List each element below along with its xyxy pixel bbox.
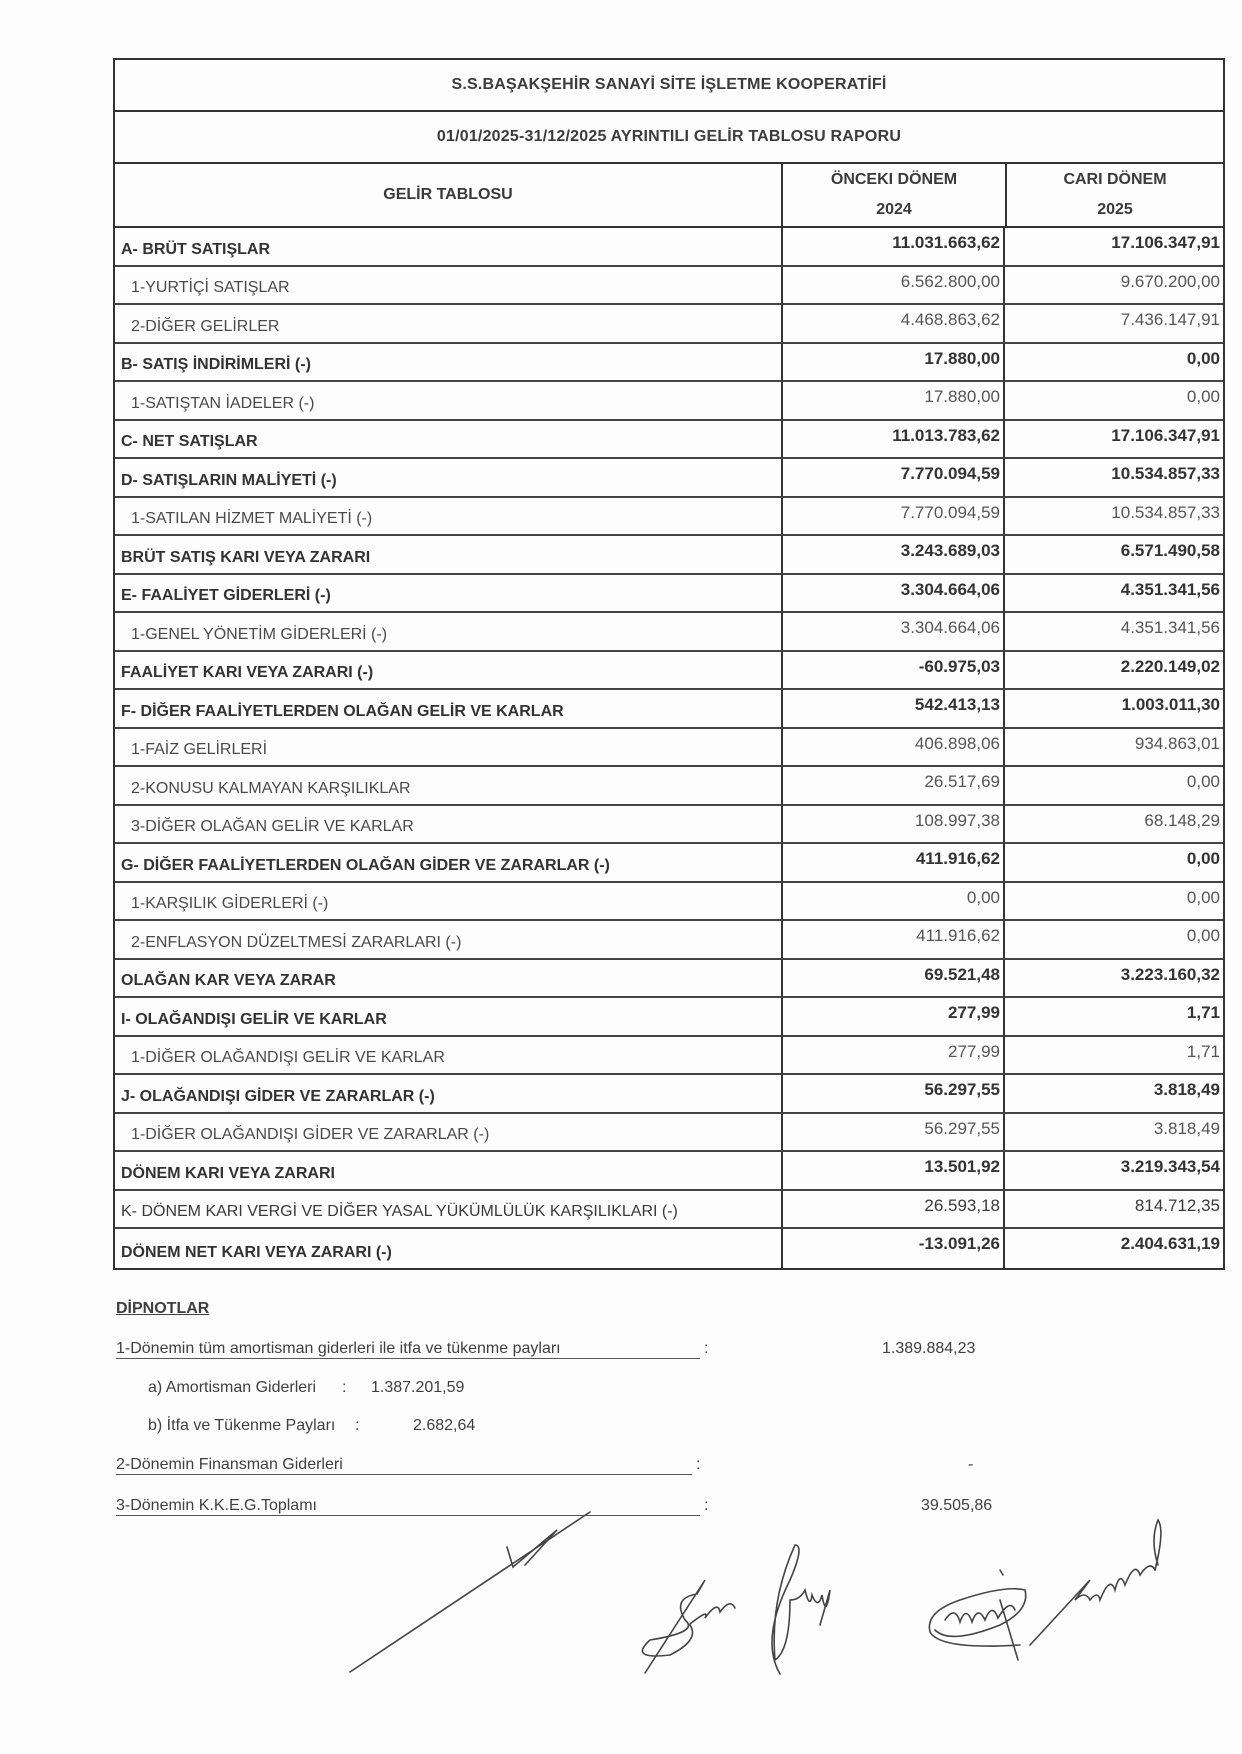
prev-period-year: 2024: [876, 201, 912, 218]
curr-period-value: 0,00: [1003, 844, 1223, 881]
curr-period-value: 1,71: [1003, 1037, 1223, 1074]
footnote-colon: :: [704, 1340, 709, 1357]
prev-period-value: 0,00: [781, 883, 1003, 920]
prev-period-value: 7.770.094,59: [781, 459, 1003, 496]
row-label: 1-FAİZ GELİRLERİ: [131, 741, 268, 758]
row-label: D- SATIŞLARIN MALİYETİ (-): [121, 471, 337, 489]
curr-period-value: 4.351.341,56: [1003, 575, 1223, 612]
curr-period-year: 2025: [1097, 201, 1133, 218]
row-label: DÖNEM NET KARI VEYA ZARARI (-): [121, 1243, 392, 1261]
prev-period-value: 542.413,13: [781, 690, 1003, 727]
curr-period-value: 2.404.631,19: [1003, 1229, 1223, 1268]
prev-period-value: -60.975,03: [781, 652, 1003, 689]
row-label: OLAĞAN KAR VEYA ZARAR: [121, 972, 336, 989]
row-label: 1-DİĞER OLAĞANDIŞI GELİR VE KARLAR: [131, 1049, 445, 1066]
row-label: DÖNEM KARI VEYA ZARARI: [121, 1164, 335, 1182]
prev-period-value: 11.013.783,62: [781, 421, 1003, 458]
prev-period-value: 56.297,55: [781, 1075, 1003, 1112]
curr-period-value: 17.106.347,91: [1003, 421, 1223, 458]
row-label: 1-GENEL YÖNETİM GİDERLERİ (-): [131, 625, 388, 643]
row-label: 1-SATIŞTAN İADELER (-): [131, 394, 315, 412]
prev-period-value: 277,99: [781, 998, 1003, 1035]
curr-period-value: 3.219.343,54: [1003, 1152, 1223, 1189]
row-label: 2-DİĞER GELİRLER: [131, 317, 280, 335]
footnote-value: 1.389.884,23: [882, 1340, 976, 1357]
curr-period-value: 0,00: [1003, 921, 1223, 958]
curr-period-value: 4.351.341,56: [1003, 613, 1223, 650]
row-label: J- OLAĞANDIŞI GİDER VE ZARARLAR (-): [121, 1087, 435, 1105]
prev-period-value: 277,99: [781, 1037, 1003, 1074]
row-label: E- FAALİYET GİDERLERİ (-): [121, 587, 331, 604]
prev-period-label: ÖNCEKI DÖNEM: [830, 171, 958, 188]
prev-period-value: 17.880,00: [781, 382, 1003, 419]
footnote-value: -: [968, 1456, 974, 1473]
footnote-label: 2-Dönemin Finansman Giderleri: [116, 1456, 692, 1475]
curr-period-value: 3.223.160,32: [1003, 960, 1223, 997]
curr-period-value: 9.670.200,00: [1003, 267, 1223, 304]
prev-period-value: 411.916,62: [781, 844, 1003, 881]
prev-period-value: 406.898,06: [781, 729, 1003, 766]
curr-period-label: CARI DÖNEM: [1063, 171, 1167, 188]
row-label: C- NET SATIŞLAR: [121, 433, 258, 450]
curr-period-value: 0,00: [1003, 344, 1223, 381]
row-label: F- DİĞER FAALİYETLERDEN OLAĞAN GELİR VE KARLAR: [121, 702, 564, 720]
row-label: BRÜT SATIŞ KARI VEYA ZARARI: [121, 548, 371, 566]
footnote-value: 1.387.201,59: [371, 1379, 465, 1396]
footnote-colon: :: [342, 1379, 347, 1396]
row-label: 2-KONUSU KALMAYAN KARŞILIKLAR: [131, 779, 411, 797]
prev-period-value: 11.031.663,62: [781, 228, 1003, 265]
curr-period-value: 3.818,49: [1003, 1114, 1223, 1151]
row-label: 1-KARŞILIK GİDERLERİ (-): [131, 895, 329, 912]
curr-period-value: 10.534.857,33: [1003, 498, 1223, 535]
curr-period-value: 68.148,29: [1003, 806, 1223, 843]
curr-period-value: 0,00: [1003, 883, 1223, 920]
footnote-label: 3-Dönemin K.K.E.G.Toplamı: [116, 1497, 700, 1516]
curr-period-value: 6.571.490,58: [1003, 536, 1223, 573]
prev-period-value: 69.521,48: [781, 960, 1003, 997]
curr-period-value: 7.436.147,91: [1003, 305, 1223, 342]
prev-period-value: 108.997,38: [781, 806, 1003, 843]
row-label: FAALİYET KARI VEYA ZARARI (-): [121, 664, 374, 681]
prev-period-value: 17.880,00: [781, 344, 1003, 381]
footnote-label: b) İtfa ve Tükenme Payları: [148, 1417, 336, 1434]
footnotes-heading: DİPNOTLAR: [116, 1300, 210, 1317]
curr-period-value: 1,71: [1003, 998, 1223, 1035]
row-label: I- OLAĞANDIŞI GELİR VE KARLAR: [121, 1010, 387, 1028]
row-label: 1-YURTİÇİ SATIŞLAR: [131, 279, 290, 296]
curr-period-value: 2.220.149,02: [1003, 652, 1223, 689]
company-name: S.S.BAŞAKŞEHİR SANAYİ SİTE İŞLETME KOOPERATİFİ: [115, 60, 1223, 112]
row-label: 2-ENFLASYON DÜZELTMESİ ZARARLARI (-): [131, 933, 462, 951]
curr-period-value: 17.106.347,91: [1003, 228, 1223, 265]
signature-icon: [350, 1512, 590, 1672]
row-label: 3-DİĞER OLAĞAN GELİR VE KARLAR: [131, 818, 414, 835]
prev-period-value: 3.304.664,06: [781, 613, 1003, 650]
row-label: B- SATIŞ İNDİRİMLERİ (-): [121, 356, 311, 373]
prev-period-value: 411.916,62: [781, 921, 1003, 958]
footnote-colon: :: [355, 1417, 360, 1434]
footnote-colon: :: [696, 1456, 701, 1473]
row-label: A- BRÜT SATIŞLAR: [121, 240, 271, 258]
header-label: GELİR TABLOSU: [383, 186, 513, 203]
prev-period-value: 6.562.800,00: [781, 267, 1003, 304]
prev-period-value: -13.091,26: [781, 1229, 1003, 1268]
curr-period-value: 934.863,01: [1003, 729, 1223, 766]
prev-period-value: 7.770.094,59: [781, 498, 1003, 535]
row-label: K- DÖNEM KARI VERGİ VE DİĞER YASAL YÜKÜMLÜLÜK KARŞILIKLARI (-): [121, 1203, 678, 1220]
prev-period-value: 26.517,69: [781, 767, 1003, 804]
prev-period-value: 13.501,92: [781, 1152, 1003, 1189]
footnote-label: 1-Dönemin tüm amortisman giderleri ile itfa ve tükenme payları: [116, 1340, 700, 1359]
prev-period-value: 4.468.863,62: [781, 305, 1003, 342]
prev-period-value: 26.593,18: [781, 1191, 1003, 1228]
footnote-value: 39.505,86: [921, 1497, 993, 1514]
row-label: G- DİĞER FAALİYETLERDEN OLAĞAN GİDER VE ZARARLAR (-): [121, 856, 610, 874]
footnote-label: a) Amortisman Giderleri: [148, 1379, 317, 1396]
curr-period-value: 0,00: [1003, 767, 1223, 804]
curr-period-value: 3.818,49: [1003, 1075, 1223, 1112]
curr-period-value: 0,00: [1003, 382, 1223, 419]
footnote-value: 2.682,64: [413, 1417, 476, 1434]
footnote-colon: :: [704, 1497, 709, 1514]
prev-period-value: 3.304.664,06: [781, 575, 1003, 612]
report-title: 01/01/2025-31/12/2025 AYRINTILI GELİR TABLOSU RAPORU: [115, 112, 1223, 164]
prev-period-value: 56.297,55: [781, 1114, 1003, 1151]
curr-period-value: 10.534.857,33: [1003, 459, 1223, 496]
prev-period-value: 3.243.689,03: [781, 536, 1003, 573]
curr-period-value: 814.712,35: [1003, 1191, 1223, 1228]
curr-period-value: 1.003.011,30: [1003, 690, 1223, 727]
row-label: 1-SATILAN HİZMET MALİYETİ (-): [131, 510, 373, 527]
row-label: 1-DİĞER OLAĞANDIŞI GİDER VE ZARARLAR (-): [131, 1126, 490, 1143]
